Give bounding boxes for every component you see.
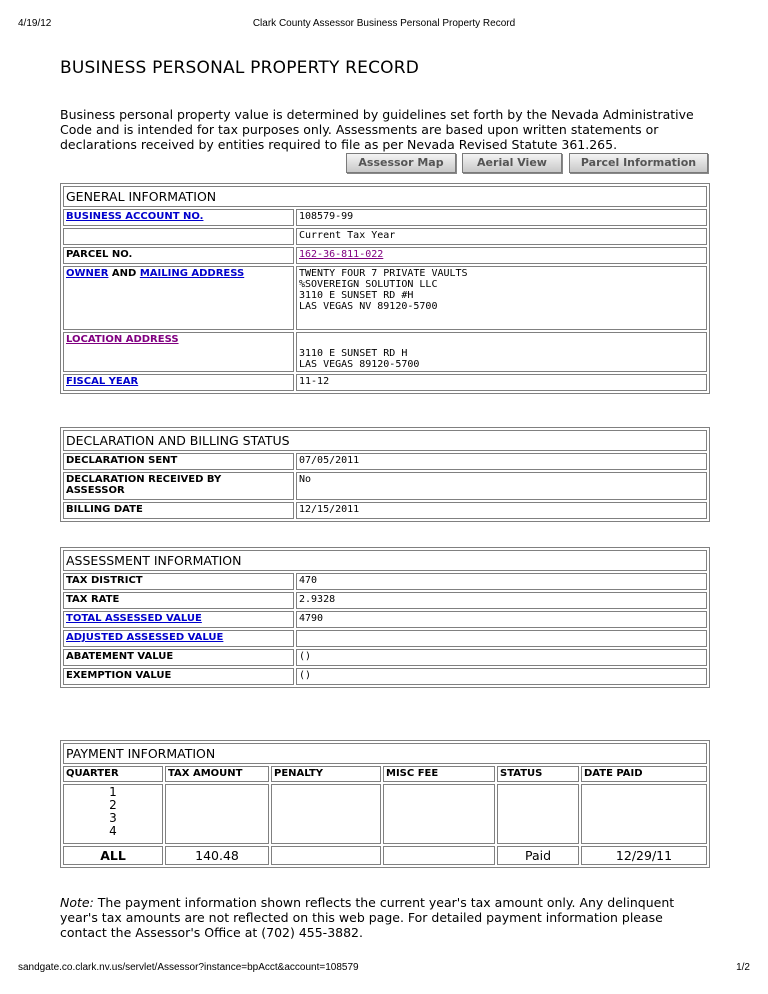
payment-note [60,895,710,940]
print-title: Clark County Assessor Business Personal Property Record [252,18,516,29]
declaration-received-value: No [296,472,707,500]
total-assessed-label-cell [63,611,294,628]
location-line: 3110 E SUNSET RD H [299,348,408,359]
column-header: STATUS [497,766,579,782]
parcel-label: PARCEL NO. [63,247,294,264]
intro-text: Business personal property value is determined by guidelines set forth by the Nevada Administrative Code and is intended for tax purposes only. Assessments are based upon written statements or declarations received by entities required to file as per Nevada Revised Statute 361.265. [60,107,694,152]
table-row [63,846,707,865]
billing-date-value: 12/15/2011 [296,502,707,519]
owner-label-cell [63,266,294,330]
misc-fee-cell [383,784,495,844]
location-label-cell [63,332,294,372]
print-date: 4/19/12 [18,18,52,29]
declaration-sent-label: DECLARATION SENT [63,453,294,470]
quarter-number: 4 [109,824,117,838]
payment-information-table [60,740,710,868]
print-url: sandgate.co.clark.nv.us/servlet/Assessor?instance=bpAcct&account=108579 [18,962,359,973]
account-value: 108579-99 [296,209,707,226]
tax-district-label: TAX DISTRICT [63,573,294,590]
location-address-cell [296,332,707,372]
column-header: QUARTER [63,766,163,782]
total-tax-amount: 140.48 [165,846,269,865]
adjusted-assessed-value-link[interactable]: ADJUSTED ASSESSED VALUE [66,632,224,643]
note-text: The payment information shown reflects the current year's tax amount only. Any delinquent year's tax amounts are not reflected on this web page. For detailed payment information please contact the Assessor's Office at (702) 455-3882. [60,895,675,940]
owner-line: TWENTY FOUR 7 PRIVATE VAULTS [299,268,468,279]
owner-address-cell [296,266,707,330]
total-penalty [271,846,381,865]
account-label-cell [63,209,294,226]
parcel-number-link[interactable]: 162-36-811-022 [299,249,384,260]
tax-district-value: 470 [296,573,707,590]
business-account-link[interactable]: BUSINESS ACCOUNT NO. [66,211,204,222]
adjusted-assessed-value [296,630,707,647]
fiscal-label-cell [63,374,294,391]
penalty-cell [271,784,381,844]
abatement-label: ABATEMENT VALUE [63,649,294,666]
section-header: PAYMENT INFORMATION [63,743,707,764]
total-assessed-value-link[interactable]: TOTAL ASSESSED VALUE [66,613,202,624]
declaration-received-label: ASSESSOR [66,485,125,496]
tax-rate-label: TAX RATE [63,592,294,609]
location-address-link[interactable]: LOCATION ADDRESS [66,334,179,345]
exemption-value: () [296,668,707,685]
owner-line: 3110 E SUNSET RD #H [299,290,414,301]
owner-link[interactable]: OWNER [66,268,109,279]
adjusted-assessed-label-cell [63,630,294,647]
declaration-billing-table [60,427,710,522]
and-text: AND [111,268,137,279]
general-information-table [60,183,710,394]
payment-date-paid: 12/29/11 [581,846,707,865]
declaration-sent-value: 07/05/2011 [296,453,707,470]
assessment-information-table [60,547,710,688]
section-header: GENERAL INFORMATION [63,186,707,207]
total-quarter: ALL [63,846,163,865]
page-title: BUSINESS PERSONAL PROPERTY RECORD [60,58,420,78]
parcel-value-cell [296,247,707,264]
table-row [63,784,707,844]
section-header: ASSESSMENT INFORMATION [63,550,707,571]
print-header [18,18,750,32]
declaration-received-label-cell [63,472,294,500]
abatement-value: () [296,649,707,666]
declaration-received-label: DECLARATION RECEIVED BY [66,474,222,485]
tax-amount-cell [165,784,269,844]
note-label: Note: [60,895,94,910]
page-number: 1/2 [736,962,750,973]
total-assessed-value: 4790 [296,611,707,628]
payment-column-headers [63,766,707,782]
fiscal-year-value: 11-12 [296,374,707,391]
section-header: DECLARATION AND BILLING STATUS [63,430,707,451]
date-paid-cell [581,784,707,844]
total-misc-fee [383,846,495,865]
mailing-address-link[interactable]: MAILING ADDRESS [139,268,245,279]
fiscal-year-link[interactable]: FISCAL YEAR [66,376,139,387]
owner-line: %SOVEREIGN SOLUTION LLC [299,279,438,290]
payment-status: Paid [497,846,579,865]
owner-line: LAS VEGAS NV 89120-5700 [299,301,438,312]
billing-date-label: BILLING DATE [63,502,294,519]
column-header: PENALTY [271,766,381,782]
status-cell [497,784,579,844]
location-line: LAS VEGAS 89120-5700 [299,359,420,370]
print-footer [18,962,750,976]
assessor-map-button[interactable]: Assessor Map [346,153,456,173]
quarter-list-cell [63,784,163,844]
tax-year-value: Current Tax Year [296,228,707,245]
column-header: TAX AMOUNT [165,766,269,782]
parcel-information-button[interactable]: Parcel Information [569,153,708,173]
aerial-view-button[interactable]: Aerial View [462,153,562,173]
quarter-number: 1 [109,785,117,799]
exemption-label: EXEMPTION VALUE [63,668,294,685]
column-header: MISC FEE [383,766,495,782]
quarter-number: 2 [109,798,117,812]
quarter-number: 3 [109,811,117,825]
tax-rate-value: 2.9328 [296,592,707,609]
column-header: DATE PAID [581,766,707,782]
empty-label-cell [63,228,294,245]
